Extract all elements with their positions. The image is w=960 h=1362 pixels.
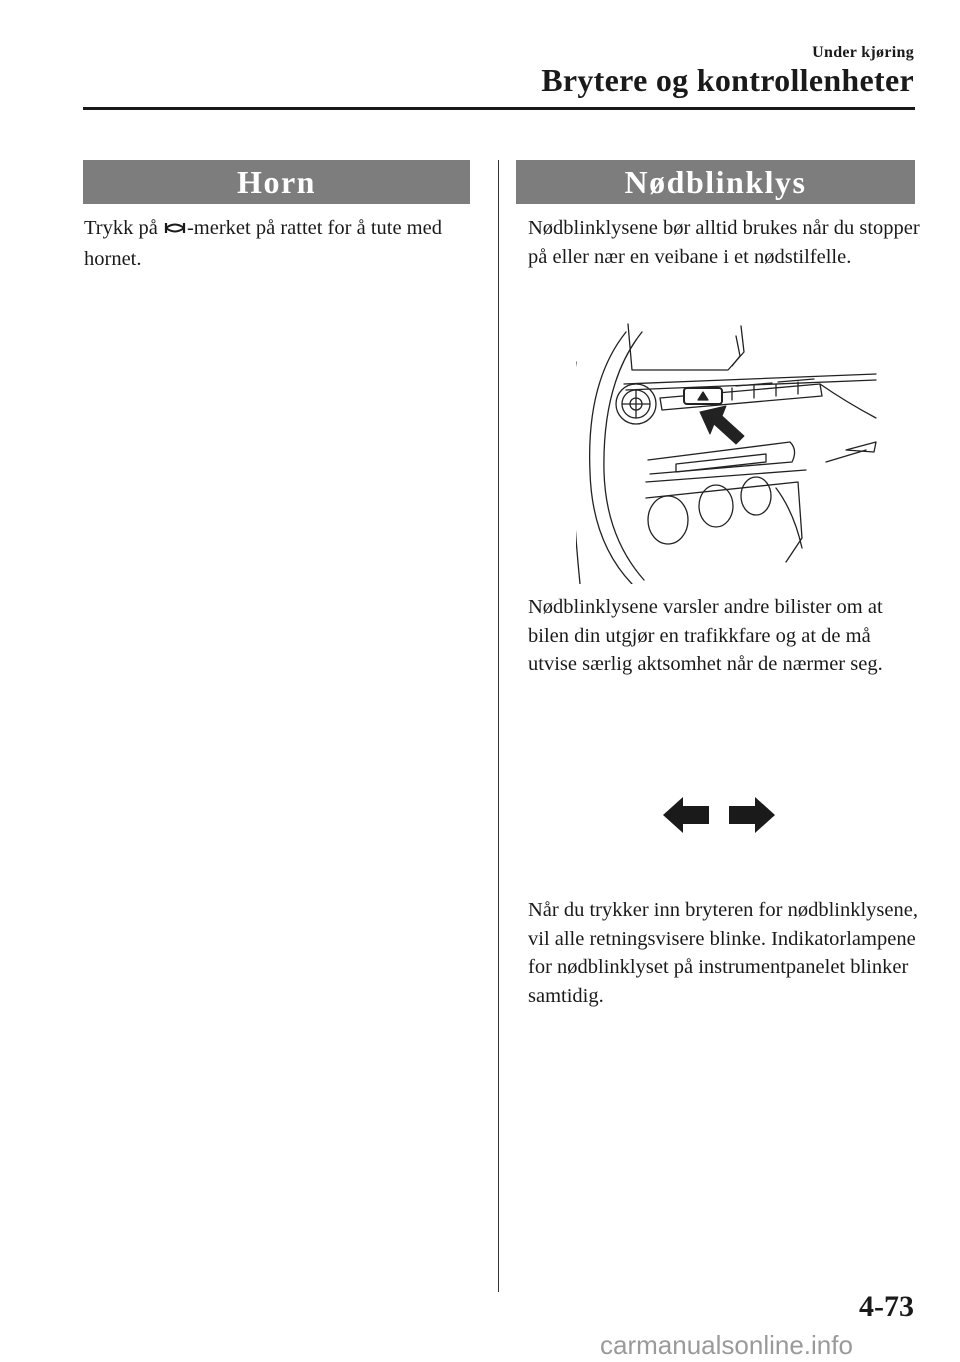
horn-paragraph: [84, 214, 484, 273]
hazard-paragraph-1: Nødblinklysene bør alltid brukes når du stopper på eller nær en veibane i et nødstilfelle.: [528, 217, 920, 268]
horn-text-end: -merket på rattet for å tute med hornet.: [84, 217, 442, 270]
section-heading-horn: Horn: [83, 160, 470, 204]
column-divider: [498, 160, 499, 1292]
dashboard-hazard-switch-illustration: [576, 322, 884, 584]
watermark: carmanualsonline.info: [600, 1330, 853, 1360]
hazard-paragraph-2: Nødblinklysene varsler andre bilister om at bilen din utgjør en trafikkfare og at de må utvise særlig aktsomhet når de nærmer seg.: [528, 596, 883, 675]
chapter-subtitle: Under kjøring: [812, 44, 914, 61]
page-number: 4-73: [859, 1290, 914, 1323]
section-heading-hazard: Nødblinklys: [516, 160, 915, 204]
chapter-title: Brytere og kontrollenheter: [541, 62, 914, 98]
turn-signal-arrows-icon: [663, 795, 775, 835]
header-rule: [83, 107, 915, 110]
horn-icon: [164, 216, 186, 245]
horn-text-start: Trykk på: [84, 217, 163, 239]
hazard-paragraph-3: Når du trykker inn bryteren for nødblinklysene, vil alle retningsvisere blinke. Indikatorlampene for nødblinklyset på instrumentpanelet blinker samtidig.: [528, 899, 918, 1007]
